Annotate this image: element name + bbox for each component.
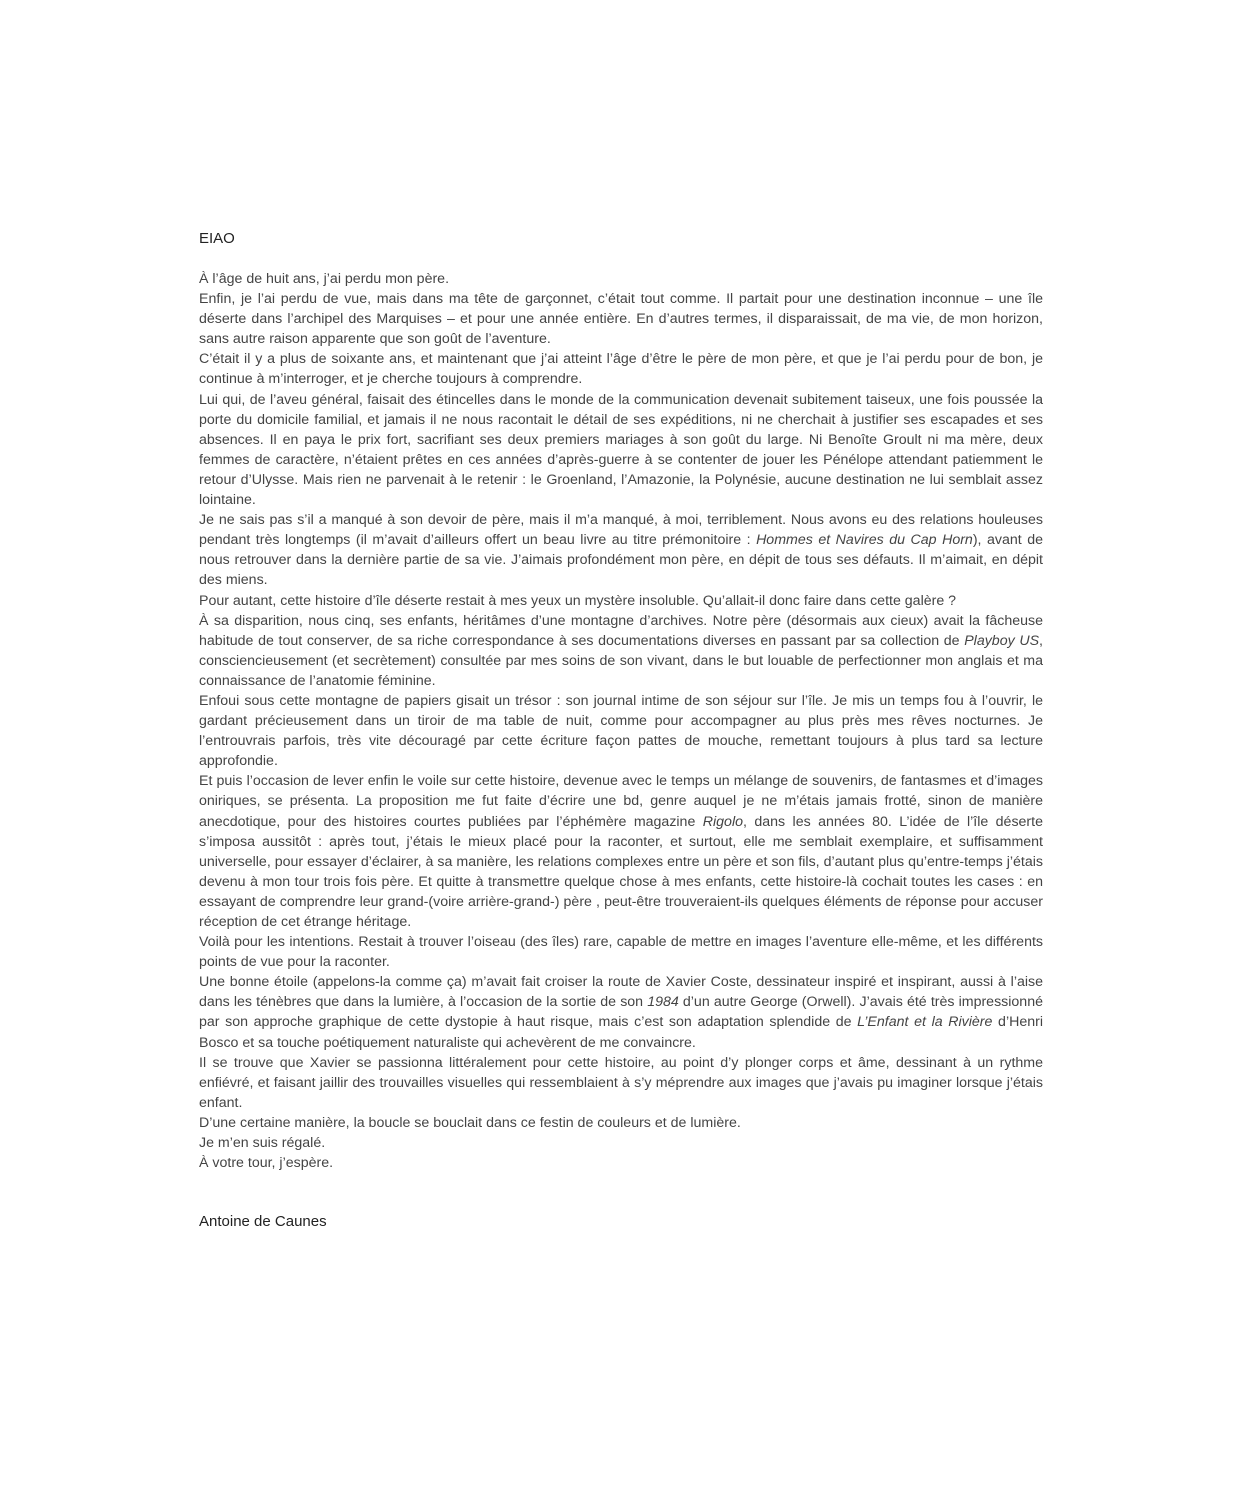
paragraph (199, 289, 1043, 349)
text-segment: d’un autre George (Orwell). J’avais été très impressionné par son approche graphique de cette dystopie à haut risque, mais c’est son adaptation splendide de (199, 994, 1043, 1031)
text-segment: À l’âge de huit ans, j’ai perdu mon père. (199, 271, 450, 287)
paragraph (199, 269, 1043, 289)
italic-text: Rigolo (702, 813, 743, 830)
paragraph (199, 591, 1043, 611)
text-segment: Lui qui, de l’aveu général, faisait des étincelles dans le monde de la communication devenait subitement taiseux, une fois poussée la porte du domicile familial, et jamais il ne nous racontait le détail de ses expéditions, ni ne cherchait à justifier ses escapades et ses absences. Il en paya le prix fort, sacrifiant ses deux premiers mariages à son goût du large. Ni Benoîte Groult ni ma mère, deux femmes de caractère, n’étaient prêtes en ces années d’après-guerre à se contenter de jouer les Pénélope attendant patiemment le retour d’Ulysse. Mais rien ne parvenait à le retenir : le Groenland, l’Amazonie, la Polynésie, aucune destination ne lui semblait assez lointaine. (199, 391, 1043, 509)
author-signature: Antoine de Caunes (199, 1213, 327, 1230)
text-segment: À sa disparition, nous cinq, ses enfants, héritâmes d’une montagne d’archives. Notre père (désormais aux cieux) avait la fâcheuse habitude de tout conserver, de sa riche correspondance à ses documentations diverses en passant par sa collection de (199, 612, 1043, 649)
paragraph (199, 1053, 1043, 1113)
paragraph (199, 1113, 1043, 1133)
text-segment: , consciencieusement (et secrètement) consultée par mes soins de son vivant, dans le but louable de perfectionner mon anglais et ma connaissance de l’anatomie féminine. (199, 632, 1043, 689)
text-segment: Voilà pour les intentions. Restait à trouver l’oiseau (des îles) rare, capable de mettre en images l’aventure elle-même, et les différents points de vue pour la raconter. (199, 934, 1043, 971)
document-body (199, 229, 1043, 1173)
text-segment: Et puis l’occasion de lever enfin le voile sur cette histoire, devenue avec le temps un mélange de souvenirs, de fantasmes et d’images oniriques, se présenta. La proposition me fut faite d’écrire une bd, genre auquel je ne m’étais jamais frotté, sinon de manière anecdotique, pour des histoires courtes publiées par l’éphémère magazine (199, 773, 1043, 830)
paragraph (199, 932, 1043, 972)
text-segment: Une bonne étoile (appelons-la comme ça) m’avait fait croiser la route de Xavier Coste, dessinateur inspiré et inspirant, aussi à l’aise dans les ténèbres que dans la lumière, à l’occasion de la sortie de son (199, 974, 1043, 1011)
paragraph (199, 691, 1043, 771)
italic-text: Hommes et Navires du Cap Horn (756, 532, 973, 549)
text-segment: Je m’en suis régalé. (199, 1135, 326, 1152)
paragraph (199, 771, 1043, 932)
paragraph (199, 349, 1043, 389)
document-title: EIAO (199, 230, 235, 247)
text-segment: ), avant de nous retrouver dans la dernière partie de sa vie. J’aimais profondément mon père, en dépit de tous ses défauts. Il m’aimait, en dépit des miens. (199, 532, 1043, 589)
body-text (199, 269, 1043, 1173)
text-segment: d’Henri Bosco et sa touche poétiquement naturaliste qui achevèrent de me convaincre. (199, 1014, 1043, 1051)
text-segment: D’une certaine manière, la boucle se bouclait dans ce festin de couleurs et de lumière. (199, 1114, 741, 1131)
text-segment: À votre tour, j’espère. (199, 1155, 334, 1172)
paragraph (199, 1153, 1043, 1173)
text-segment: Enfin, je l’ai perdu de vue, mais dans ma tête de garçonnet, c’était tout comme. Il partait pour une destination inconnue – une île déserte dans l’archipel des Marquises – et pour une année entière. En d’autres termes, il disparaissait, de ma vie, de mon horizon, sans autre raison apparente que son goût de l’aventure. (199, 291, 1043, 348)
text-segment: , dans les années 80. L’idée de l’île déserte s’imposa aussitôt : après tout, j’étais le mieux placé pour la raconter, et surtout, elle me semblait exemplaire, et suffisamment universelle, pour essayer d’éclairer, à sa manière, les relations complexes entre un père et son fils, d’autant plus qu’entre-temps j’étais devenu à mon tour trois fois père. Et quitte à transmettre quelque chose à mes enfants, cette histoire-là cochait toutes les cases : en essayant de comprendre leur grand-(voire arrière-grand-) père , peut-être trouveraient-ils quelques éléments de réponse pour accuser réception de cet étrange héritage. (199, 813, 1043, 930)
paragraph (199, 972, 1043, 1052)
text-segment: Il se trouve que Xavier se passionna littéralement pour cette histoire, au point d’y plonger corps et âme, dessinant à un rythme enfiévré, et faisant jaillir des trouvailles visuelles qui ressemblaient à s’y méprendre aux images que j’avais pu imaginer lorsque j’étais enfant. (199, 1054, 1043, 1111)
italic-text: Playboy US (964, 632, 1040, 649)
text-segment: Enfoui sous cette montagne de papiers gisait un trésor : son journal intime de son séjour sur l’île. Je mis un temps fou à l’ouvrir, le gardant précieusement dans un tiroir de ma table de nuit, comme pour accompagner au plus près mes rêves nocturnes. Je l’entrouvrais parfois, très vite découragé par cette écriture façon pattes de mouche, remettant toujours à plus tard sa lecture approfondie. (199, 692, 1043, 770)
italic-text: L’Enfant et la Rivière (857, 1014, 993, 1031)
paragraph (199, 1133, 1043, 1153)
paragraph (199, 510, 1043, 590)
italic-text: 1984 (647, 994, 679, 1011)
text-segment: Pour autant, cette histoire d’île déserte restait à mes yeux un mystère insoluble. Qu’allait-il donc faire dans cette galère ? (199, 592, 957, 609)
paragraph (199, 611, 1043, 691)
text-segment: Je ne sais pas s’il a manqué à son devoir de père, mais il m’a manqué, à moi, terriblement. Nous avons eu des relations houleuses pendant très longtemps (il m’avait d’ailleurs offert un beau livre au titre prémonitoire : (199, 512, 1043, 549)
text-segment: C’était il y a plus de soixante ans, et maintenant que j’ai atteint l’âge d’être le père de mon père, et que je l’ai perdu pour de bon, je continue à m’interroger, et je cherche toujours à comprendre. (199, 351, 1043, 388)
paragraph (199, 390, 1043, 511)
